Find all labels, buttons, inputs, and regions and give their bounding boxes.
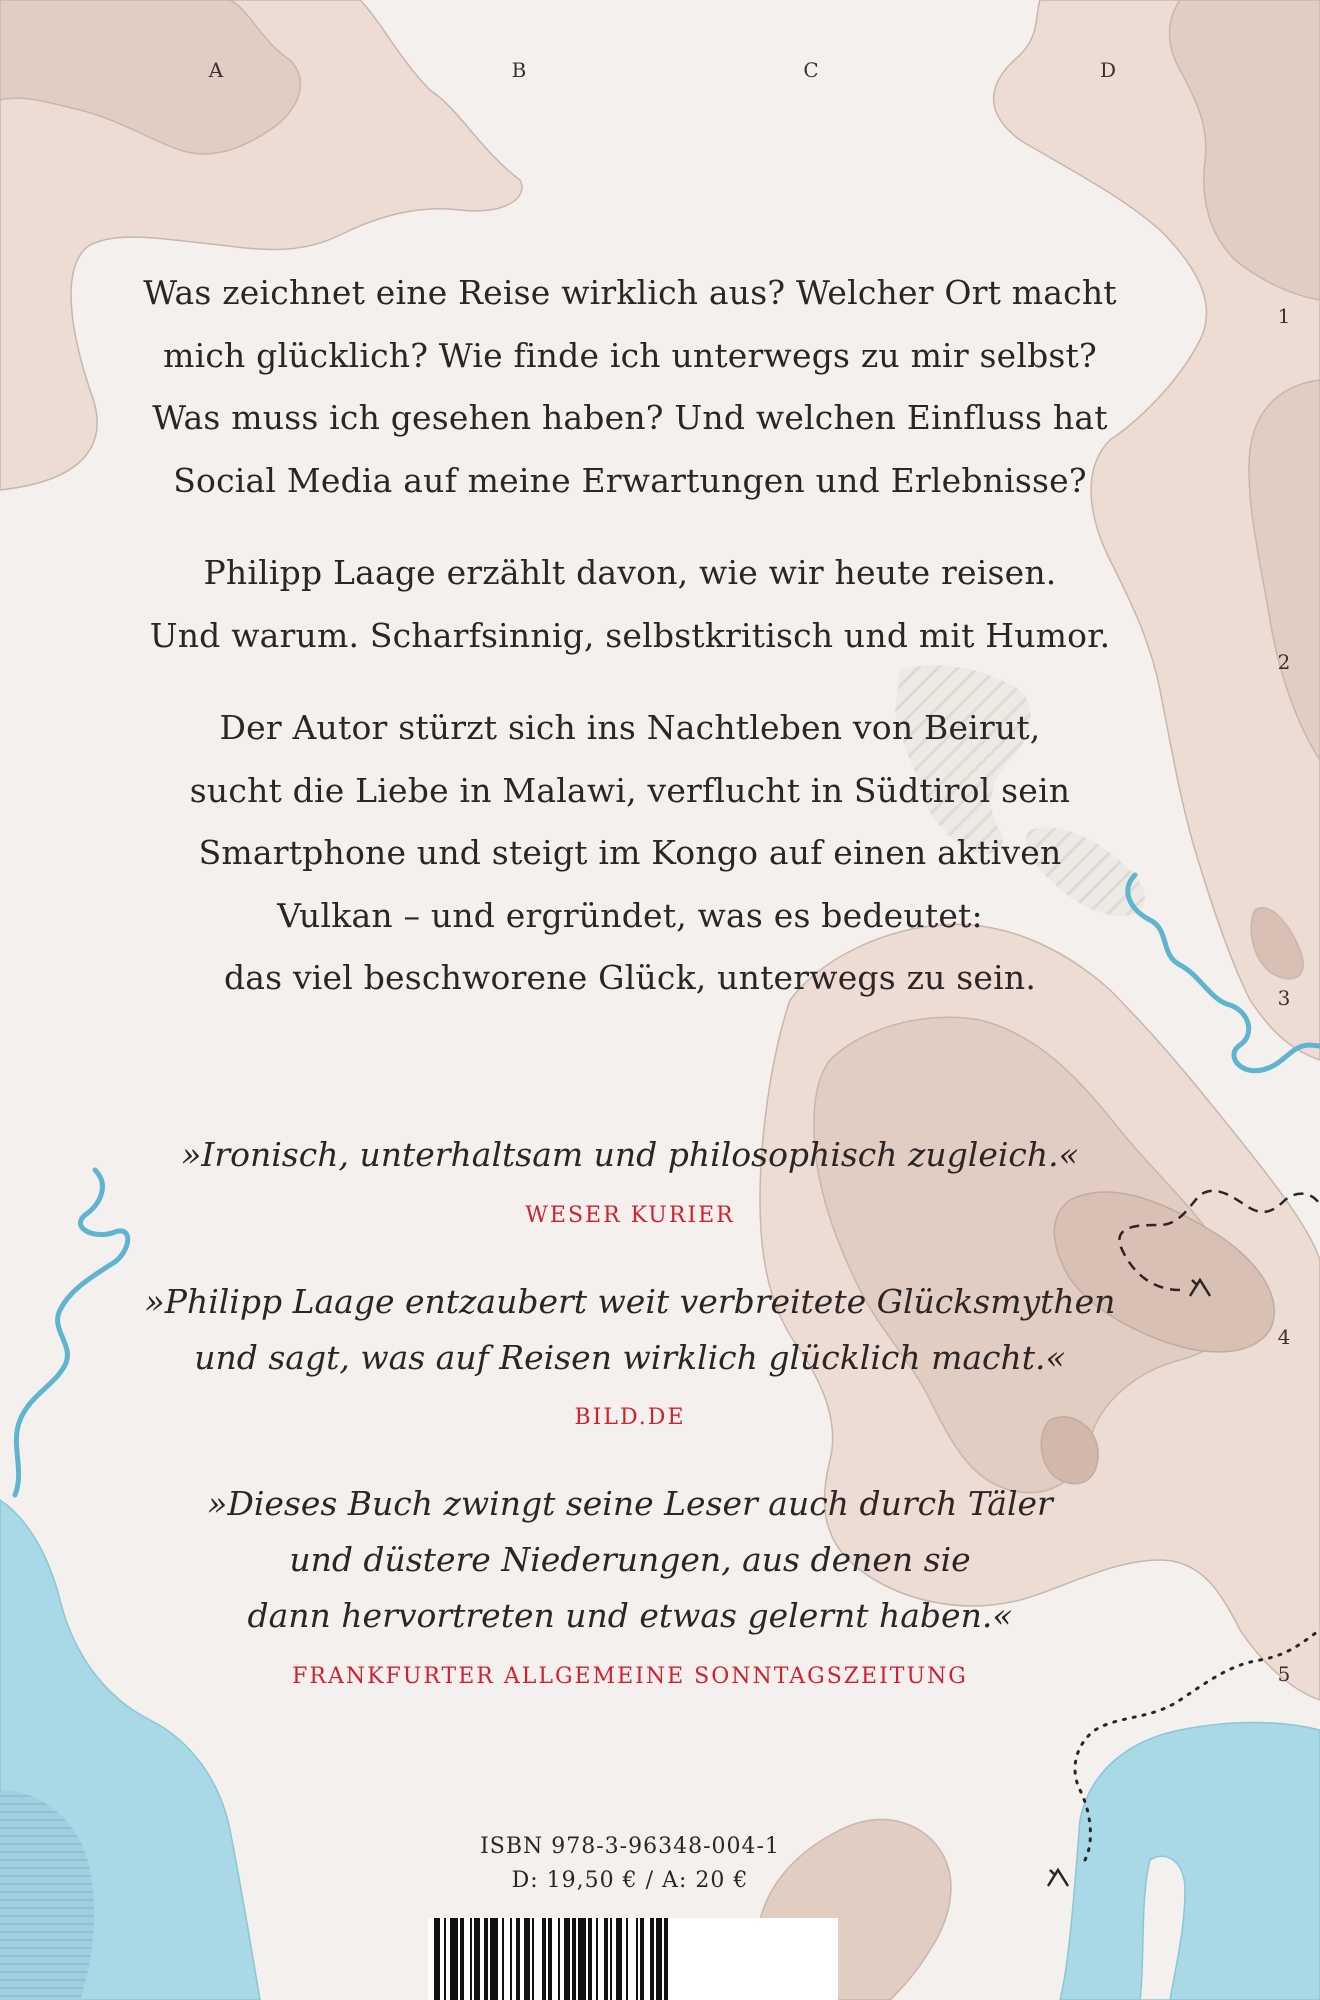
barcode — [428, 1918, 838, 2000]
blurb-line: das viel beschworene Glück, unterwegs zu sein. — [223, 958, 1037, 997]
blurb-line: Und warum. Scharfsinnig, selbstkritisch und mit Humor. — [149, 615, 1111, 655]
barcode-bar — [502, 1918, 504, 2000]
blurb-line: Was muss ich gesehen haben? Und welchen Einfluss hat — [152, 398, 1108, 437]
barcode-bar — [516, 1918, 520, 2000]
blurb-line: Social Media auf meine Erwartungen und Erlebnisse? — [173, 460, 1087, 500]
grid-column-label: A — [208, 58, 224, 82]
barcode-bar — [604, 1918, 608, 2000]
barcode-bar — [450, 1918, 458, 2000]
barcode-bar — [548, 1918, 552, 2000]
review-source-1: WESER KURIER — [525, 1203, 735, 1228]
barcode-bar — [558, 1918, 560, 2000]
blurb-paragraph-3 — [100, 697, 1160, 1010]
barcode-bar — [640, 1918, 644, 2000]
isbn: ISBN 978-3-96348-004-1 — [480, 1834, 780, 1859]
quote-line: dann hervortreten und etwas gelernt haben.« — [247, 1596, 1013, 1635]
barcode-bar — [564, 1918, 570, 2000]
barcode-bar — [636, 1918, 638, 2000]
blurb-line: sucht die Liebe in Malawi, verflucht in Südtirol sein — [189, 770, 1071, 810]
review-source-2: BILD.DE — [574, 1405, 686, 1430]
quote-line: »Philipp Laage entzaubert weit verbreitete Glücksmythen — [144, 1282, 1116, 1321]
barcode-bar — [434, 1918, 440, 2000]
barcode-bar — [616, 1918, 622, 2000]
barcode-bar — [524, 1918, 530, 2000]
grid-row-label: 1 — [1277, 304, 1291, 328]
mountain-peak-icon — [1048, 1870, 1068, 1886]
grid-row-label: 3 — [1277, 986, 1291, 1010]
barcode-bar — [610, 1918, 612, 2000]
grid-column-label: B — [511, 58, 527, 82]
barcode-bar — [572, 1918, 576, 2000]
barcode-bar — [588, 1918, 592, 2000]
barcode-bar — [470, 1918, 472, 2000]
blurb-line: Smartphone und steigt im Kongo auf einen aktiven — [198, 833, 1062, 872]
barcode-bar — [444, 1918, 446, 2000]
barcode-bar — [532, 1918, 534, 2000]
grid-row-label: 4 — [1277, 1325, 1291, 1349]
grid-row-label: 5 — [1277, 1662, 1291, 1686]
review-quote-2 — [100, 1274, 1160, 1386]
barcode-bar — [626, 1918, 628, 2000]
barcode-bar — [474, 1918, 480, 2000]
quote-line: »Ironisch, unterhaltsam und philosophisch zugleich.« — [181, 1135, 1079, 1174]
blurb-line: Was zeichnet eine Reise wirklich aus? Welcher Ort macht — [143, 273, 1117, 312]
barcode-bar — [460, 1918, 464, 2000]
quote-line: und sagt, was auf Reisen wirklich glücklich macht.« — [194, 1338, 1066, 1377]
blurb-line: Philipp Laage erzählt davon, wie wir heute reisen. — [203, 553, 1057, 592]
grid-column-label: C — [803, 58, 819, 82]
barcode-bar — [578, 1918, 586, 2000]
review-quote-1 — [100, 1127, 1160, 1183]
barcode-bar — [596, 1918, 598, 2000]
review-quote-3 — [100, 1476, 1160, 1644]
barcode-bar — [542, 1918, 546, 2000]
barcode-bar — [490, 1918, 498, 2000]
blurb-paragraph-1 — [100, 262, 1160, 512]
barcode-bar — [510, 1918, 512, 2000]
isbn-block — [400, 1830, 860, 1898]
blurb — [100, 262, 1160, 1040]
grid-row-label: 2 — [1277, 650, 1291, 674]
barcode-bar — [664, 1918, 668, 2000]
barcode-bar — [650, 1918, 654, 2000]
blurb-paragraph-2 — [100, 542, 1160, 667]
blurb-line: mich glücklich? Wie finde ich unterwegs zu mir selbst? — [163, 335, 1097, 375]
blurb-line: Vulkan – und ergründet, was es bedeutet: — [277, 895, 983, 935]
barcode-bar — [484, 1918, 488, 2000]
price: D: 19,50 € / A: 20 € — [511, 1868, 749, 1893]
grid-column-label: D — [1099, 58, 1117, 82]
review-source-3: FRANKFURTER ALLGEMEINE SONNTAGSZEITUNG — [292, 1664, 968, 1689]
barcode-bar — [656, 1918, 662, 2000]
quote-line: und düstere Niederungen, aus denen sie — [289, 1540, 971, 1579]
blurb-line: Der Autor stürzt sich ins Nachtleben von Beirut, — [219, 708, 1041, 747]
water-bottom-right — [1060, 1723, 1320, 2000]
quote-line: »Dieses Buch zwingt seine Leser auch durch Täler — [207, 1484, 1053, 1523]
